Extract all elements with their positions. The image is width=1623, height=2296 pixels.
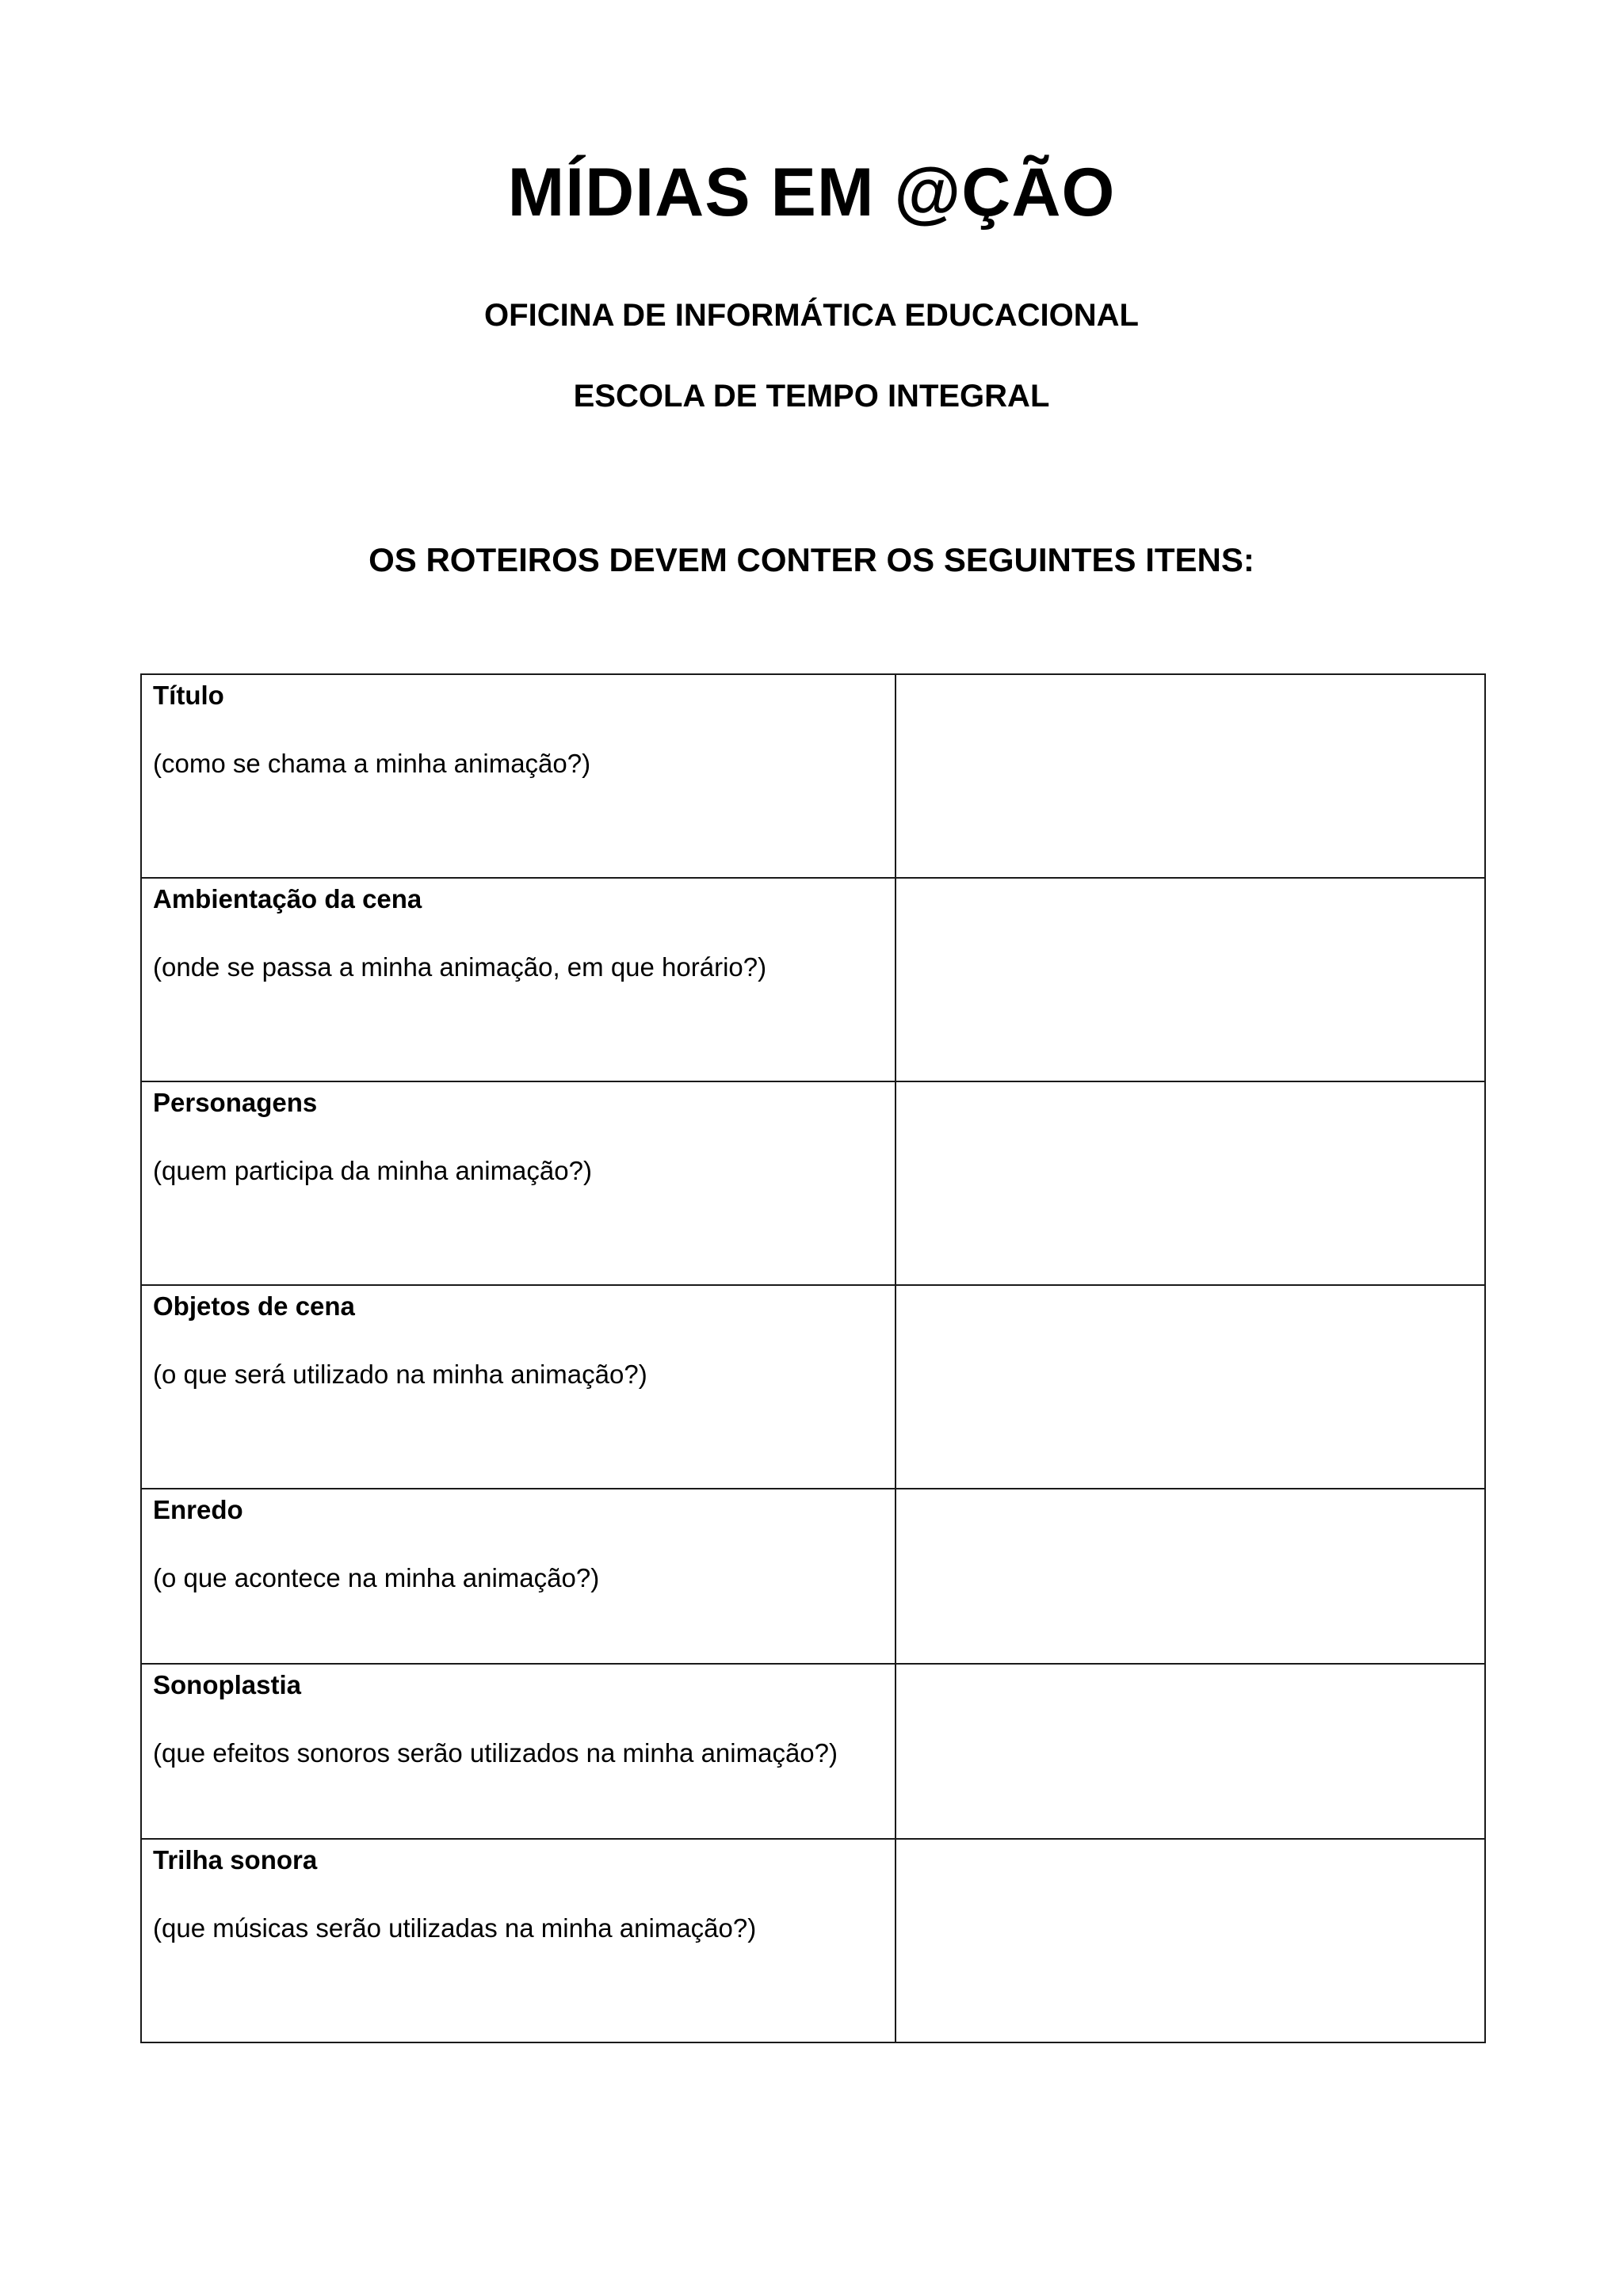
table-row-sonoplastia [141, 1664, 1485, 1839]
item-name: Objetos de cena [153, 1291, 355, 1321]
item-label-cell [141, 1839, 896, 2042]
item-name: Trilha sonora [153, 1845, 318, 1875]
item-name: Sonoplastia [153, 1670, 302, 1699]
item-label-cell [141, 878, 896, 1081]
answer-cell[interactable] [896, 1664, 1485, 1839]
item-label-cell [141, 1489, 896, 1664]
document-title: MÍDIAS EM @ÇÃO [507, 154, 1116, 231]
item-label-cell [141, 674, 896, 878]
answer-cell[interactable] [896, 1081, 1485, 1285]
section-heading: OS ROTEIROS DEVEM CONTER OS SEGUINTES ITENS: [369, 541, 1254, 578]
item-question: (onde se passa a minha animação, em que horário?) [153, 952, 767, 982]
table-row-personagens [141, 1081, 1485, 1285]
table-row-ambientacao [141, 878, 1485, 1081]
table-row-trilha-sonora [141, 1839, 1485, 2042]
item-name: Personagens [153, 1088, 318, 1117]
item-question: (o que será utilizado na minha animação?) [153, 1360, 647, 1389]
document-subtitle-school: ESCOLA DE TEMPO INTEGRAL [573, 379, 1050, 414]
table-row-enredo [141, 1489, 1485, 1664]
item-question: (quem participa da minha animação?) [153, 1156, 592, 1185]
item-label-cell [141, 1285, 896, 1489]
item-label-cell [141, 1664, 896, 1839]
item-label-cell [141, 1081, 896, 1285]
item-question: (que músicas serão utilizadas na minha animação?) [153, 1913, 757, 1943]
answer-cell[interactable] [896, 1489, 1485, 1664]
item-name: Ambientação da cena [153, 884, 422, 913]
answer-cell[interactable] [896, 674, 1485, 878]
answer-cell[interactable] [896, 878, 1485, 1081]
item-question: (que efeitos sonoros serão utilizados na minha animação?) [153, 1738, 838, 1768]
answer-cell[interactable] [896, 1839, 1485, 2042]
table-row-objetos [141, 1285, 1485, 1489]
script-items-table [140, 673, 1486, 2043]
answer-cell[interactable] [896, 1285, 1485, 1489]
item-name: Título [153, 681, 224, 710]
table-row-titulo [141, 674, 1485, 878]
item-name: Enredo [153, 1495, 243, 1524]
item-question: (o que acontece na minha animação?) [153, 1563, 600, 1592]
item-question: (como se chama a minha animação?) [153, 749, 591, 778]
document-subtitle-workshop: OFICINA DE INFORMÁTICA EDUCACIONAL [484, 298, 1139, 333]
